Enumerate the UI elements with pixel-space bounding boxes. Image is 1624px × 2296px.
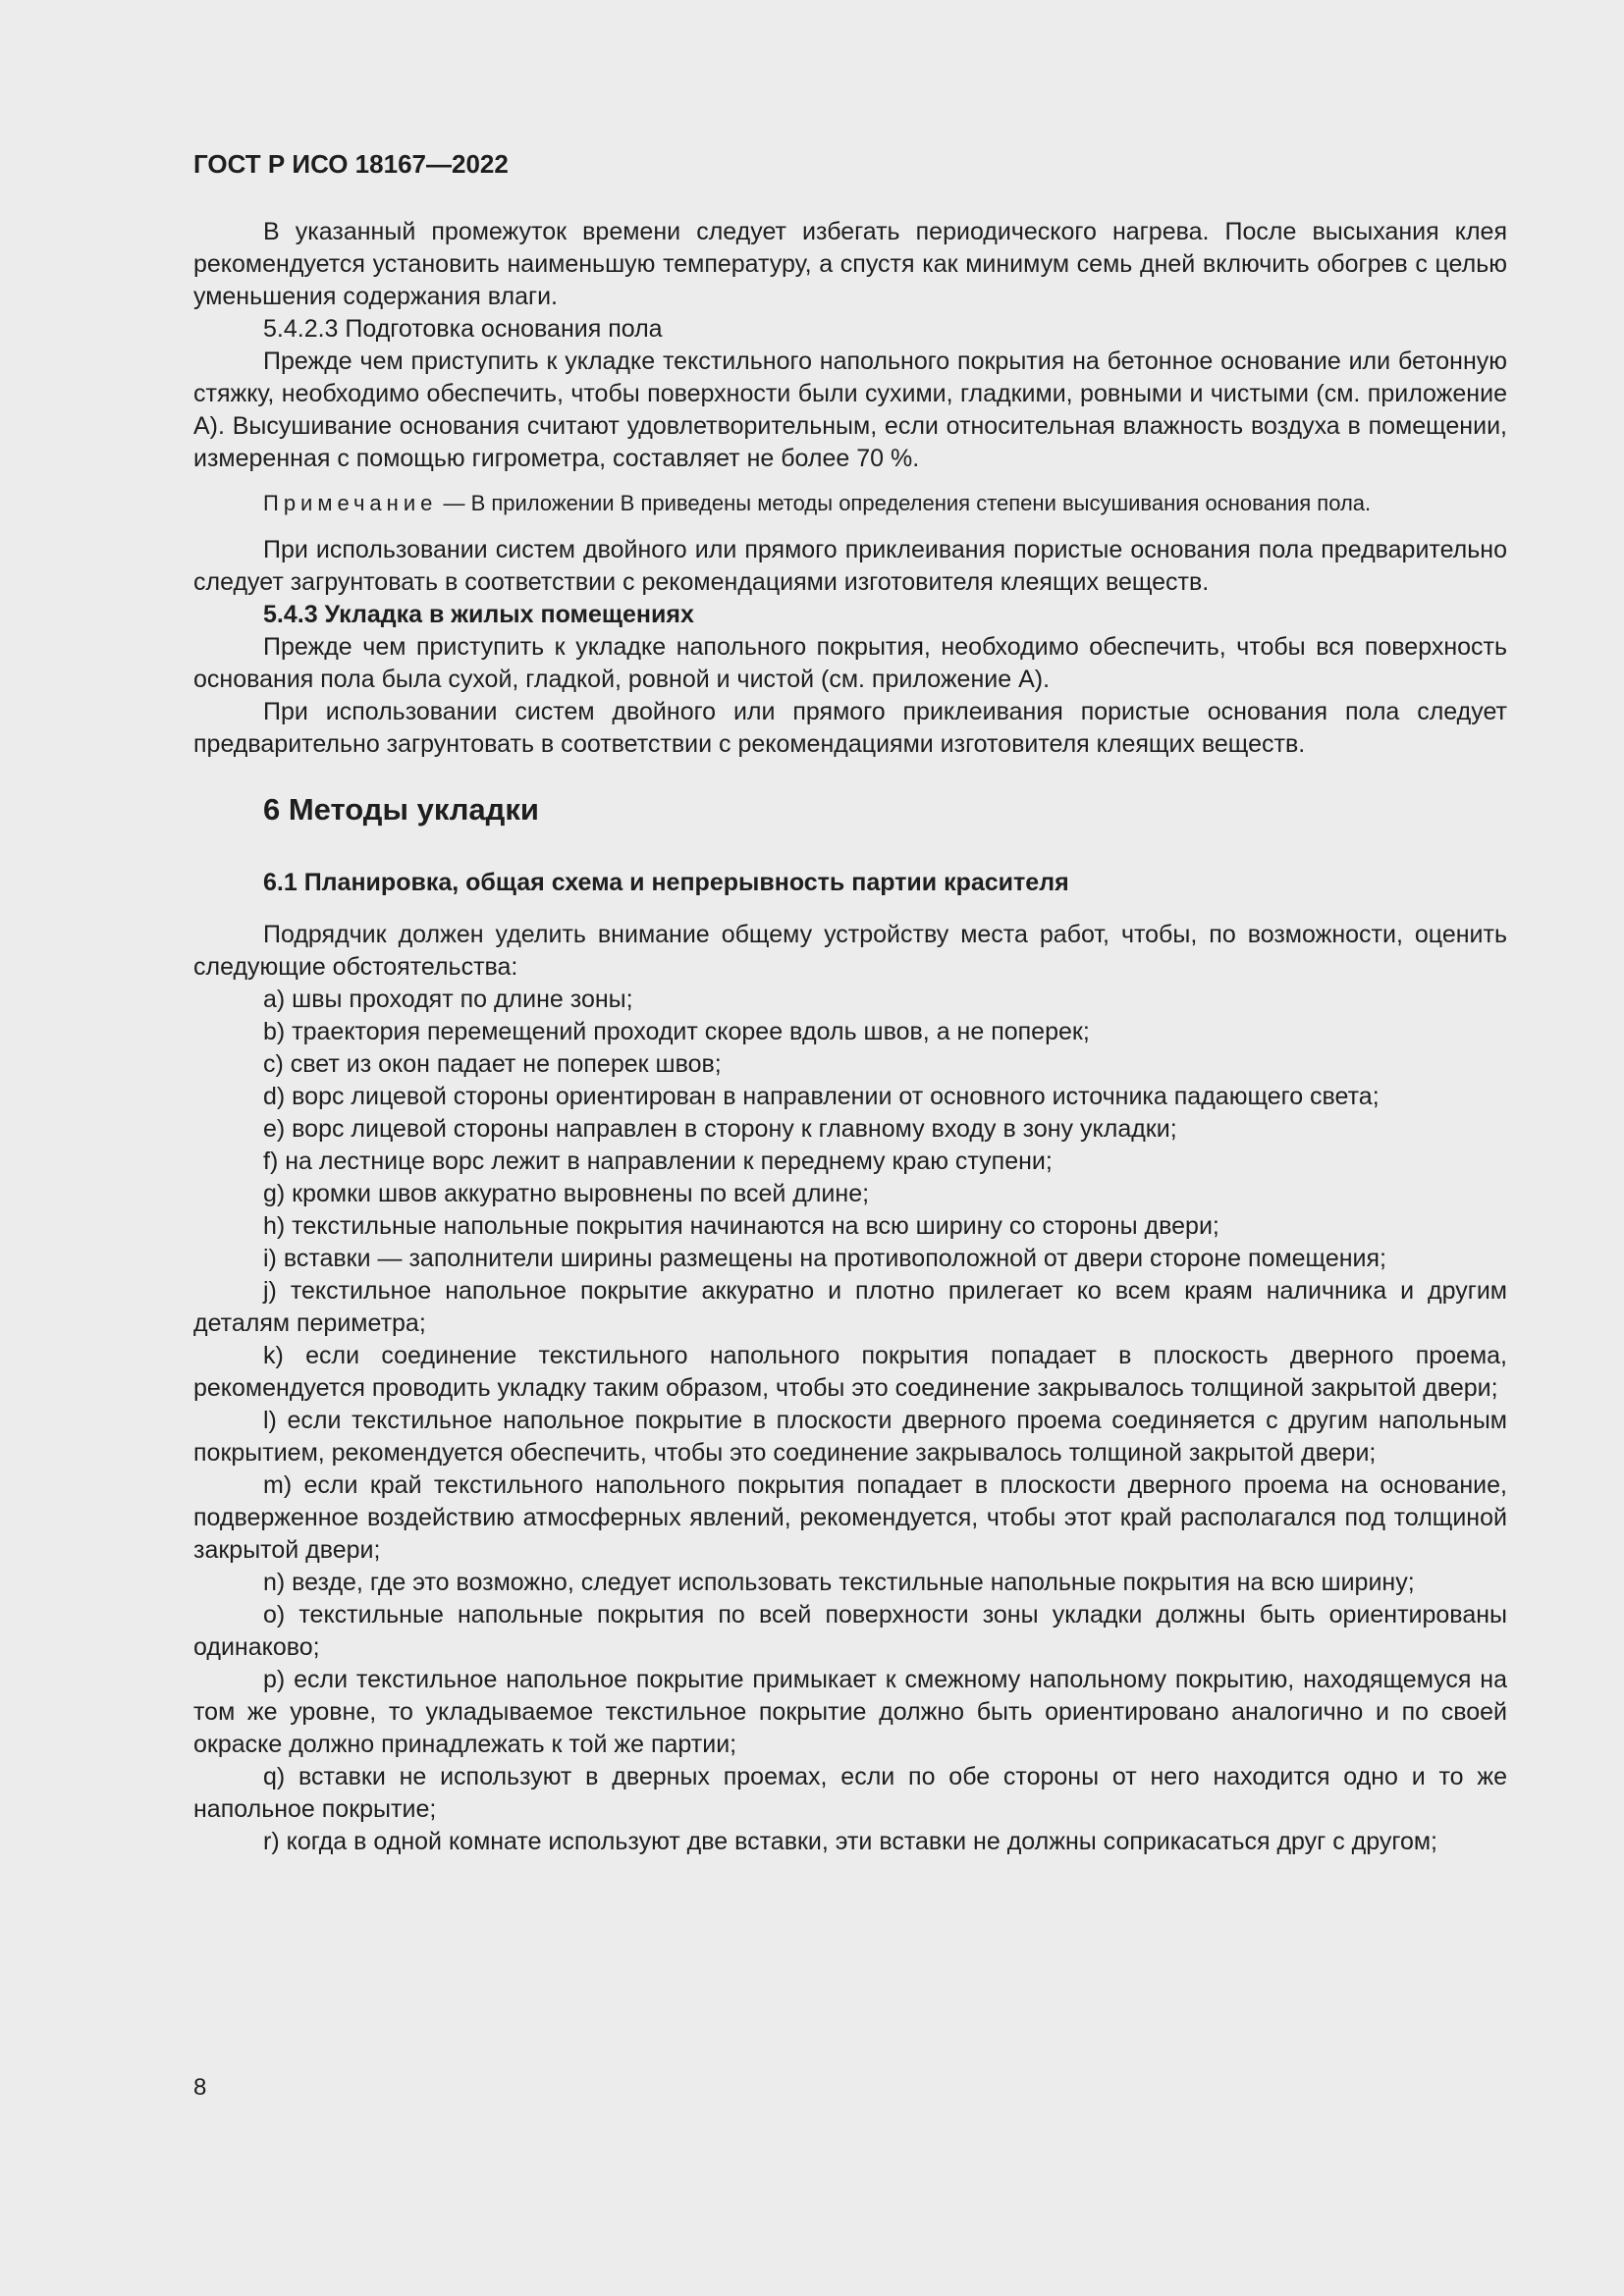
list-item-c: c) свет из окон падает не поперек швов; bbox=[263, 1050, 722, 1078]
page-number: 8 bbox=[193, 2074, 207, 2101]
note-label: Примечание bbox=[263, 491, 438, 515]
paragraph-drying: В указанный промежуток времени следует избегать периодического нагрева. После высыхания клея рекомендуется установить наименьшую температуру, а спустя как минимум семь дней включить обогрев с целью уменьшения содержания влаги. bbox=[193, 218, 1507, 310]
section-6-title: 6 Методы укладки bbox=[263, 792, 539, 827]
list-item-n: n) везде, где это возможно, следует использовать текстильные напольные покрытия на всю ширину; bbox=[263, 1569, 1415, 1596]
list-item-k: k) если соединение текстильного напольного покрытия попадает в плоскость дверного проема, рекомендуется проводить укладку таким образом, чтобы это соединение закрывалось толщиной закрытой двери; bbox=[193, 1342, 1507, 1402]
list-item-b: b) траектория перемещений проходит скорее вдоль швов, а не поперек; bbox=[263, 1018, 1090, 1045]
paragraph-contractor: Подрядчик должен уделить внимание общему устройству места работ, чтобы, по возможности, оценить следующие обстоятельства: bbox=[193, 921, 1507, 981]
paragraph-residential-base: Прежде чем приступить к укладке напольного покрытия, необходимо обеспечить, чтобы вся поверхность основания пола была сухой, гладкой, ровной и чистой (см. приложение А). bbox=[193, 633, 1507, 693]
list-item-g: g) кромки швов аккуратно выровнены по всей длине; bbox=[263, 1180, 870, 1207]
note-text: — В приложении В приведены методы определения степени высушивания основания пола. bbox=[437, 491, 1372, 515]
list-item-h: h) текстильные напольные покрытия начинаются на всю ширину со стороны двери; bbox=[263, 1212, 1219, 1240]
list-item-m: m) если край текстильного напольного покрытия попадает в плоскости дверного проема на основание, подверженное воздействию атмосферных явлений, рекомендуется, чтобы этот край располагался под толщиной закрытой двери; bbox=[193, 1471, 1507, 1564]
list-item-a: a) швы проходят по длине зоны; bbox=[263, 986, 633, 1013]
list-item-q: q) вставки не используют в дверных проемах, если по обе стороны от него находится одно и то же напольное покрытие; bbox=[193, 1763, 1507, 1823]
subsection-6-1-title: 6.1 Планировка, общая схема и непрерывность партии красителя bbox=[263, 869, 1069, 896]
paragraph-priming: При использовании систем двойного или прямого приклеивания пористые основания пола предварительно следует загрунтовать в соответствии с рекомендациями изготовителя клеящих веществ. bbox=[193, 536, 1507, 596]
list-item-d: d) ворс лицевой стороны ориентирован в направлении от основного источника падающего света; bbox=[263, 1083, 1380, 1110]
list-item-i: i) вставки — заполнители ширины размещены на противоположной от двери стороне помещения; bbox=[263, 1245, 1387, 1272]
list-item-o: o) текстильные напольные покрытия по всей поверхности зоны укладки должны быть ориентированы одинаково; bbox=[193, 1601, 1507, 1661]
list-item-p: p) если текстильное напольное покрытие примыкает к смежному напольному покрытию, находящемуся на том же уровне, то укладываемое текстильное покрытие должно быть ориентировано аналогично и по своей окраске должно принадлежать к той же партии; bbox=[193, 1666, 1507, 1758]
paragraph-base-preparation: Прежде чем приступить к укладке текстильного напольного покрытия на бетонное основание или бетонную стяжку, необходимо обеспечить, чтобы поверхности были сухими, гладкими, ровными и чистыми (см. приложение А). Высушивание основания считают удовлетворительным, если относительная влажность воздуха в помещении, измеренная с помощью гигрометра, составляет не более 70 %. bbox=[193, 347, 1507, 472]
subsection-5-4-3-title: 5.4.3 Укладка в жилых помещениях bbox=[263, 601, 694, 628]
list-item-j: j) текстильное напольное покрытие аккуратно и плотно прилегает ко всем краям наличника и другим деталям периметра; bbox=[193, 1277, 1507, 1337]
list-item-r: r) когда в одной комнате используют две вставки, эти вставки не должны соприкасаться друг с другом; bbox=[263, 1828, 1437, 1855]
document-header: ГОСТ Р ИСО 18167—2022 bbox=[193, 149, 509, 179]
list-item-f: f) на лестнице ворс лежит в направлении к переднему краю ступени; bbox=[263, 1148, 1053, 1175]
list-item-l: l) если текстильное напольное покрытие в плоскости дверного проема соединяется с другим напольным покрытием, рекомендуется обеспечить, чтобы это соединение закрывалось толщиной закрытой двери; bbox=[193, 1407, 1507, 1467]
document-page bbox=[193, 147, 1507, 1858]
subsection-5-4-2-3-title: 5.4.2.3 Подготовка основания пола bbox=[263, 315, 663, 343]
note bbox=[193, 489, 1507, 518]
list-item-e: e) ворс лицевой стороны направлен в сторону к главному входу в зону укладки; bbox=[263, 1115, 1177, 1143]
paragraph-residential-priming: При использовании систем двойного или прямого приклеивания пористые основания пола следует предварительно загрунтовать в соответствии с рекомендациями изготовителя клеящих веществ. bbox=[193, 698, 1507, 758]
